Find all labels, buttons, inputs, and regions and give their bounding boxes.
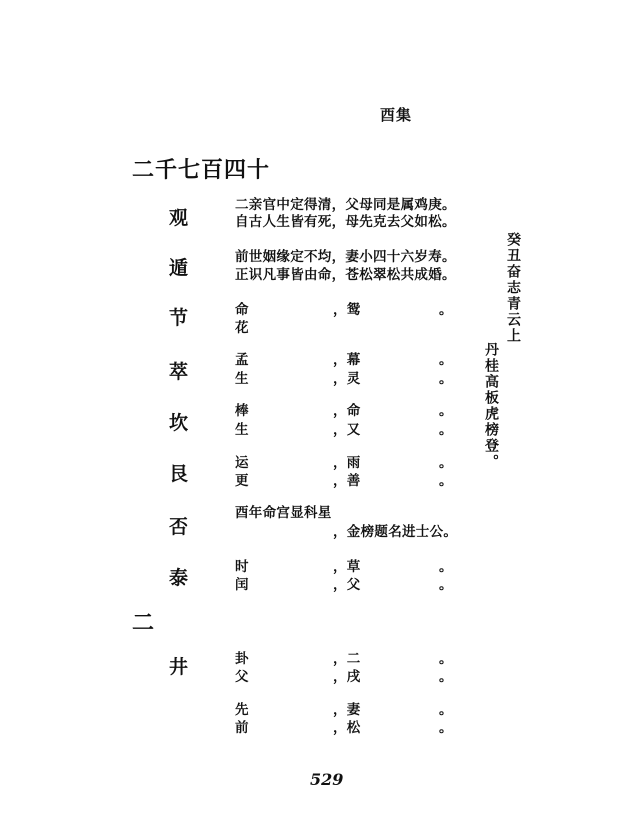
- verse-cell: 父: [235, 669, 249, 685]
- verse-cell: ，妻: [333, 702, 361, 718]
- verse-cell: 。: [439, 577, 453, 593]
- verse-cell: ，又: [333, 422, 361, 438]
- verse-cell: ，雨: [333, 455, 361, 471]
- verse-cell: 。: [439, 669, 453, 685]
- verse-cell: 生: [235, 371, 249, 387]
- verse-cell: 卦: [235, 651, 249, 667]
- verse-cell: 时: [235, 559, 249, 575]
- verse-cell: ，父: [333, 577, 361, 593]
- verse-cell: 棒: [235, 403, 249, 419]
- verse-line: 二亲官中定得清，父母同是属鸡庚。: [235, 197, 456, 213]
- verse-cell: ，善: [333, 473, 361, 489]
- verse-cell: 。: [439, 559, 453, 575]
- verse-line: ，金榜题名进士公。: [333, 524, 458, 540]
- verse-cell: 。: [439, 720, 453, 736]
- running-head: 酉集: [380, 106, 413, 124]
- verse-cell: 。: [439, 455, 453, 471]
- verse-cell: 。: [439, 371, 453, 387]
- section-title: 二千七百四十: [132, 157, 271, 183]
- verse-cell: ，二: [333, 651, 361, 667]
- verse-cell: ，幕: [333, 352, 361, 368]
- side-verse-column: 癸丑奋志青云上: [505, 232, 521, 344]
- verse-cell: 。: [439, 473, 453, 489]
- verse-line: 正识凡事皆由命，苍松翠松共成婚。: [235, 267, 456, 283]
- verse-cell: 。: [439, 352, 453, 368]
- verse-cell: 更: [235, 473, 249, 489]
- trigram-label: 节: [169, 307, 189, 329]
- trigram-label: 泰: [169, 567, 189, 589]
- verse-line: 自古人生皆有死，母先克去父如松。: [235, 214, 456, 230]
- verse-cell: 。: [439, 302, 453, 318]
- verse-line: 酉年命宫显科星: [235, 505, 332, 521]
- verse-cell: ，命: [333, 403, 361, 419]
- side-verse-column: 丹桂高板虎榜登。: [483, 342, 499, 470]
- verse-cell: 生: [235, 422, 249, 438]
- verse-cell: ，戌: [333, 669, 361, 685]
- trigram-label: 井: [169, 656, 189, 678]
- page-number: 529: [310, 770, 344, 789]
- trigram-label: 萃: [169, 361, 189, 383]
- verse-cell: 。: [439, 403, 453, 419]
- verse-cell: 运: [235, 455, 249, 471]
- trigram-label: 艮: [169, 463, 189, 485]
- verse-cell: ，灵: [333, 371, 361, 387]
- verse-cell: ，草: [333, 559, 361, 575]
- verse-cell: 前: [235, 720, 249, 736]
- trigram-label: 遁: [169, 257, 189, 279]
- verse-cell: 。: [439, 651, 453, 667]
- trigram-label: 否: [169, 516, 189, 538]
- verse-cell: ，鸳: [333, 302, 361, 318]
- verse-cell: 命: [235, 302, 249, 318]
- verse-cell: 闰: [235, 577, 249, 593]
- trigram-label: 坎: [169, 412, 189, 434]
- verse-cell: 。: [439, 702, 453, 718]
- verse-cell: 孟: [235, 352, 249, 368]
- verse-cell: 花: [235, 320, 249, 336]
- verse-cell: 先: [235, 702, 249, 718]
- verse-cell: ，松: [333, 720, 361, 736]
- verse-line: 前世姻缘定不均，妻小四十六岁寿。: [235, 249, 456, 265]
- verse-cell: 。: [439, 422, 453, 438]
- trigram-label: 观: [169, 207, 189, 229]
- subsection-title: 二: [132, 610, 155, 636]
